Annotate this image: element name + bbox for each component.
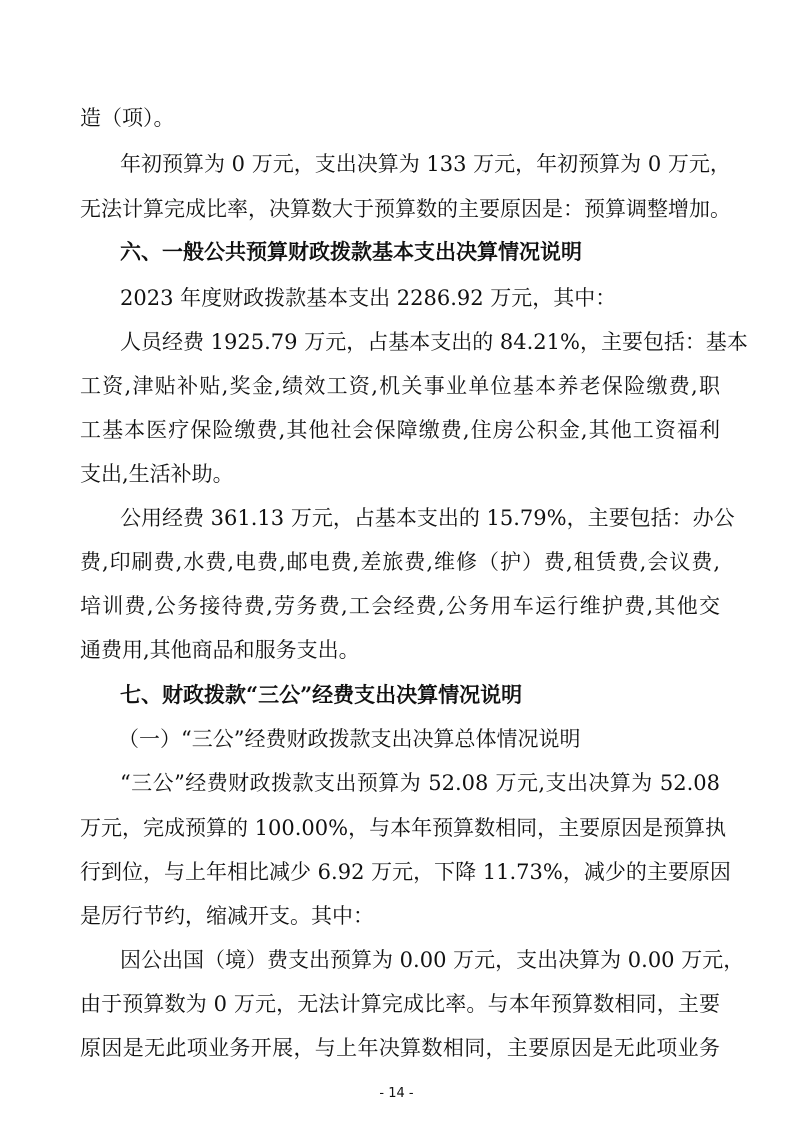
text-line: 万元，完成预算的 100.00%，与本年预算数相同，主要原因是预算执 — [80, 816, 727, 840]
text-line: 因公出国（境）费支出预算为 0.00 万元，支出决算为 0.00 万元， — [120, 948, 745, 972]
page-number: - 14 - — [379, 1086, 414, 1101]
text-line: 工资,津贴补贴,奖金,绩效工资,机关事业单位基本养老保险缴费,职 — [80, 374, 720, 398]
text-line: 是厉行节约，缩减开支。其中： — [80, 904, 374, 928]
text-line: 由于预算数为 0 万元，无法计算完成比率。与本年预算数相同，主要 — [80, 992, 720, 1016]
text-line: 公用经费 361.13 万元，占基本支出的 15.79%，主要包括：办公 — [120, 506, 735, 530]
text-line: 费,印刷费,水费,电费,邮电费,差旅费,维修（护）费,租赁费,会议费, — [80, 550, 720, 574]
section-heading: 六、一般公共预算财政拨款基本支出决算情况说明 — [120, 239, 582, 264]
subsection-heading: （一）“三公”经费财政拨款支出决算总体情况说明 — [118, 727, 581, 751]
text-line: 工基本医疗保险缴费,其他社会保障缴费,住房公积金,其他工资福利 — [80, 418, 720, 442]
text-line: 行到位，与上年相比减少 6.92 万元，下降 11.73%，减少的主要原因 — [80, 860, 731, 884]
text-line: 人员经费 1925.79 万元，占基本支出的 84.21%，主要包括：基本 — [120, 330, 748, 354]
text-line: 支出,生活补助。 — [80, 462, 234, 486]
text-line: 造（项）。 — [80, 106, 175, 130]
section-heading: 七、财政拨款“三公”经费支出决算情况说明 — [120, 682, 523, 707]
text-line: 2023 年度财政拨款基本支出 2286.92 万元，其中： — [120, 286, 617, 310]
text-line: 年初预算为 0 万元，支出决算为 133 万元，年初预算为 0 万元， — [120, 152, 731, 176]
text-line: 原因是无此项业务开展，与上年决算数相同，主要原因是无此项业务 — [80, 1036, 720, 1060]
text-line: “三公”经费财政拨款支出预算为 52.08 万元,支出决算为 52.08 — [120, 771, 720, 795]
text-line: 无法计算完成比率，决算数大于预算数的主要原因是：预算调整增加。 — [80, 197, 731, 221]
text-line: 通费用,其他商品和服务支出。 — [80, 638, 360, 662]
text-line: 培训费,公务接待费,劳务费,工会经费,公务用车运行维护费,其他交 — [80, 594, 720, 618]
